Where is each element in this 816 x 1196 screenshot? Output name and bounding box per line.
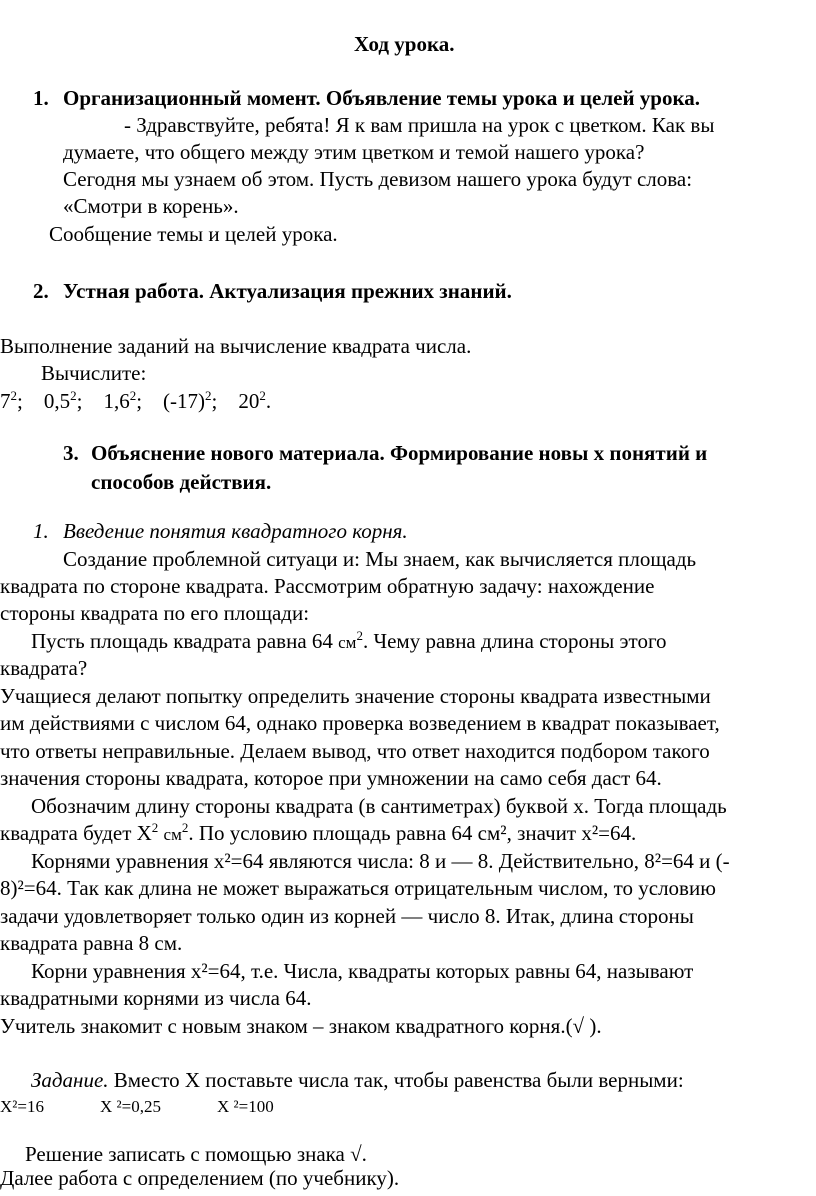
para-line-9: значения стороны квадрата, которое при умножении на само себя даст 64.	[0, 766, 662, 790]
para-line-16: Корни уравнения х²=64, т.е. Числа, квадраты которых равны 64, называют	[31, 959, 694, 983]
para-line-15: квадрата равна 8 см.	[0, 931, 183, 955]
section-1-heading: Организационный момент. Объявление темы урока и целей урока.	[63, 86, 701, 110]
section-1-line-3: Сегодня мы узнаем об этом. Пусть девизом нашего урока будут слова:	[63, 167, 693, 191]
section-2-heading: Устная работа. Актуализация прежних знаний.	[63, 279, 512, 303]
para-line-11: квадрата будет $Х^2$ $см^2$. По условию площадь равна 64 см², значит х²=64.	[0, 820, 637, 845]
section-2-line-1: Выполнение заданий на вычисление квадрата числа.	[0, 334, 472, 358]
calc-row	[0, 388, 272, 413]
para-line-14: задачи удовлетворяет только один из корней — число 8. Итак, длина стороны	[0, 904, 694, 928]
equation-2: Х ²=0,25	[100, 1097, 161, 1116]
section-1-line-1: - Здравствуйте, ребята! Я к вам пришла на урок с цветком. Как вы	[124, 113, 715, 137]
calc-item-1: $7^2$;	[0, 388, 23, 413]
equation-1: Х²=16	[0, 1097, 44, 1116]
section-1-line-4: «Смотри в корень».	[63, 194, 239, 218]
para-line-7: им действиями с числом 64, однако проверка возведением в квадрат показывает,	[0, 711, 720, 735]
para-line-12: Корнями уравнения х²=64 являются числа: 8 и — 8. Действительно, 8²=64 и (-	[31, 849, 730, 873]
section-3-heading-2: способов действия.	[91, 470, 272, 494]
para-line-2: квадрата по стороне квадрата. Рассмотрим обратную задачу: нахождение	[0, 574, 655, 598]
section-1-line-5: Сообщение темы и целей урока.	[49, 222, 338, 246]
para-line-4: Пусть площадь квадрата равна 64 $см^2$. Чему равна длина стороны этого	[31, 628, 667, 653]
calc-item-2: $0,5^2$;	[43, 388, 83, 413]
equation-3: Х ²=100	[217, 1097, 274, 1116]
page-title: Ход урока.	[354, 32, 455, 56]
para-line-5: квадрата?	[0, 656, 88, 680]
subsection-title: Введение понятия квадратного корня.	[63, 519, 408, 543]
para-line-8: что ответы неправильные. Делаем вывод, что ответ находится подбором такого	[0, 739, 710, 763]
para-line-6: Учащиеся делают попытку определить значение стороны квадрата известными	[0, 684, 711, 708]
para-line-18: Учитель знакомит с новым знаком – знаком квадратного корня.(√ ).	[0, 1014, 602, 1038]
para-line-13: 8)²=64. Так как длина не может выражаться отрицательным числом, то условию	[0, 876, 716, 900]
subsection-number: 1.	[33, 519, 49, 543]
task-label: Задание.	[31, 1068, 109, 1092]
section-2-number: 2.	[33, 279, 49, 303]
section-3-number: 3.	[63, 441, 79, 465]
para-line-10: Обозначим длину стороны квадрата (в сантиметрах) буквой х. Тогда площадь	[31, 794, 727, 818]
calc-item-3: $1,6^2$;	[103, 388, 143, 413]
para-line-20: Далее работа с определением (по учебнику).	[0, 1166, 400, 1190]
section-1-number: 1.	[33, 86, 49, 110]
section-1-line-2: думаете, что общего между этим цветком и темой нашего урока?	[63, 140, 645, 164]
para-line-17: квадратными корнями из числа 64.	[0, 986, 312, 1010]
section-3-heading-1: Объяснение нового материала. Формирование новы х понятий и	[91, 441, 708, 465]
para-line-1: Создание проблемной ситуаци и: Мы знаем, как вычисляется площадь	[63, 547, 697, 571]
para-line-19: Решение записать с помощью знака √.	[25, 1142, 367, 1166]
section-2-line-2: Вычислите:	[41, 361, 147, 385]
calc-item-5: $20^2$.	[238, 388, 272, 413]
calc-item-4: $(-17)^2$;	[163, 388, 218, 413]
task-line: Задание. Вместо Х поставьте числа так, чтобы равенства были верными:	[31, 1068, 684, 1092]
para-line-3: стороны квадрата по его площади:	[0, 601, 310, 625]
